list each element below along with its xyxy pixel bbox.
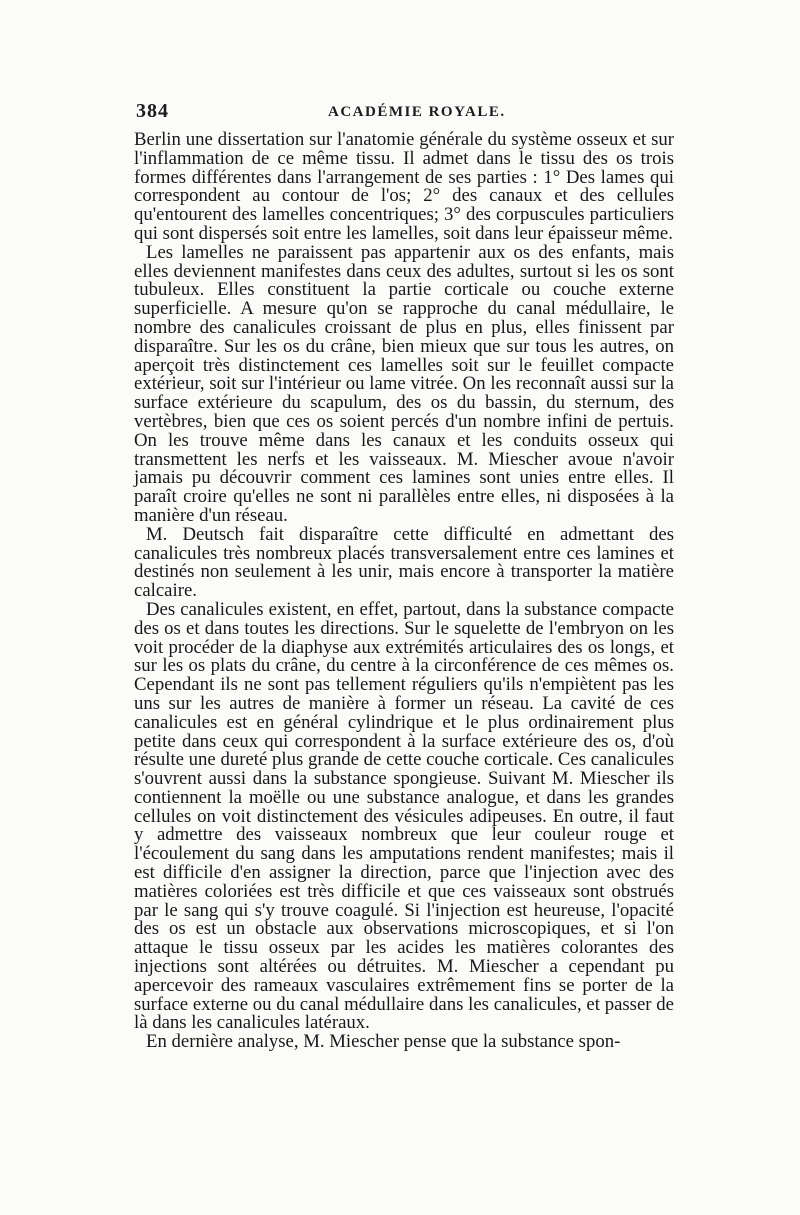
paragraph: Berlin une dissertation sur l'anatomie générale du système osseux et sur l'inflammation de ce même tissu. Il admet dans le tissu des os trois formes différentes dans l'arrangement de ses parties : 1° Des lames qui correspondent au contour de l'os; 2° des canaux et des cellules qu'entourent des lamelles concentriques; 3° des corpuscules particuliers qui sont dispersés soit entre les lamelles, soit dans leur épaisseur même. bbox=[134, 129, 674, 244]
paragraph: Des canalicules existent, en effet, partout, dans la substance compacte des os et dans toutes les directions. Sur le squelette de l'embryon on les voit procéder de la diaphyse aux extrémités articulaires des os longs, et sur les os plats du crâne, du centre à la circonférence de ces mêmes os. Cependant ils ne sont pas tellement réguliers qu'ils n'empiètent pas les uns sur les autres de manière à former un réseau. La cavité de ces canalicules est en général cylindrique et le plus ordinairement plus petite dans ceux qui correspondent à la surface extérieure des os, d'où résulte une dureté plus grande de cette couche corticale. Ces canalicules s'ouvrent aussi dans la substance spongieuse. Suivant M. Miescher ils contiennent la moëlle ou une substance analogue, et dans les grandes cellules on voit distinctement des vésicules adipeuses. En outre, il faut y admettre des vaisseaux nombreux que leur couleur rouge et l'écoulement du sang dans les amputations rendent manifestes; mais il est difficile d'en assigner la direction, parce que l'injection avec des matières coloriées est très difficile et que ces vaisseaux sont obstrués par le sang qui s'y trouve coagulé. Si l'injection est heureuse, l'opacité des os est un obstacle aux observations microscopiques, et si l'on attaque le tissu osseux par les acides les matières colorantes des injections sont altérées ou détruites. M. Miescher a cependant pu apercevoir des rameaux vasculaires extrêmement fins se porter de la surface externe ou du canal médullaire dans les canalicules, et passer de là dans les canalicules latéraux. bbox=[134, 598, 674, 1034]
page-number: 384 bbox=[136, 100, 169, 122]
paragraph: En dernière analyse, M. Miescher pense que la substance spon- bbox=[146, 1031, 621, 1053]
paragraph: M. Deutsch fait disparaître cette difficulté en admettant des canalicules très nombreux placés transversalement entre ces lamines et destinés non seulement à les unir, mais encore à transporter la matière calcaire. bbox=[134, 523, 674, 602]
running-title: ACADÉMIE ROYALE. bbox=[328, 104, 506, 120]
paragraph: Les lamelles ne paraissent pas appartenir aux os des enfants, mais elles deviennent manifestes dans ceux des adultes, surtout si les os sont tubuleux. Elles constituent la partie corticale ou couche externe superficielle. A mesure qu'on se rapproche du canal médullaire, le nombre des canalicules croissant de plus en plus, elles finissent par disparaître. Sur les os du crâne, bien mieux que sur tous les autres, on aperçoit très distinctement ces lamelles soit sur le feuillet compacte extérieur, soit sur l'intérieur ou lame vitrée. On les reconnaît aussi sur la surface extérieure du scapulum, des os du bassin, du sternum, des vertèbres, bien que ces os soient percés d'un nombre infini de pertuis. On les trouve même dans les canaux et les conduits osseux qui transmettent les nerfs et les vaisseaux. M. Miescher avoue n'avoir jamais pu découvrir comment ces lamines sont unies entre elles. Il paraît croire qu'elles ne sont ni parallèles entre elles, ni disposées à la manière d'un réseau. bbox=[134, 241, 674, 526]
body-text bbox=[134, 131, 674, 1052]
running-head bbox=[136, 100, 674, 128]
